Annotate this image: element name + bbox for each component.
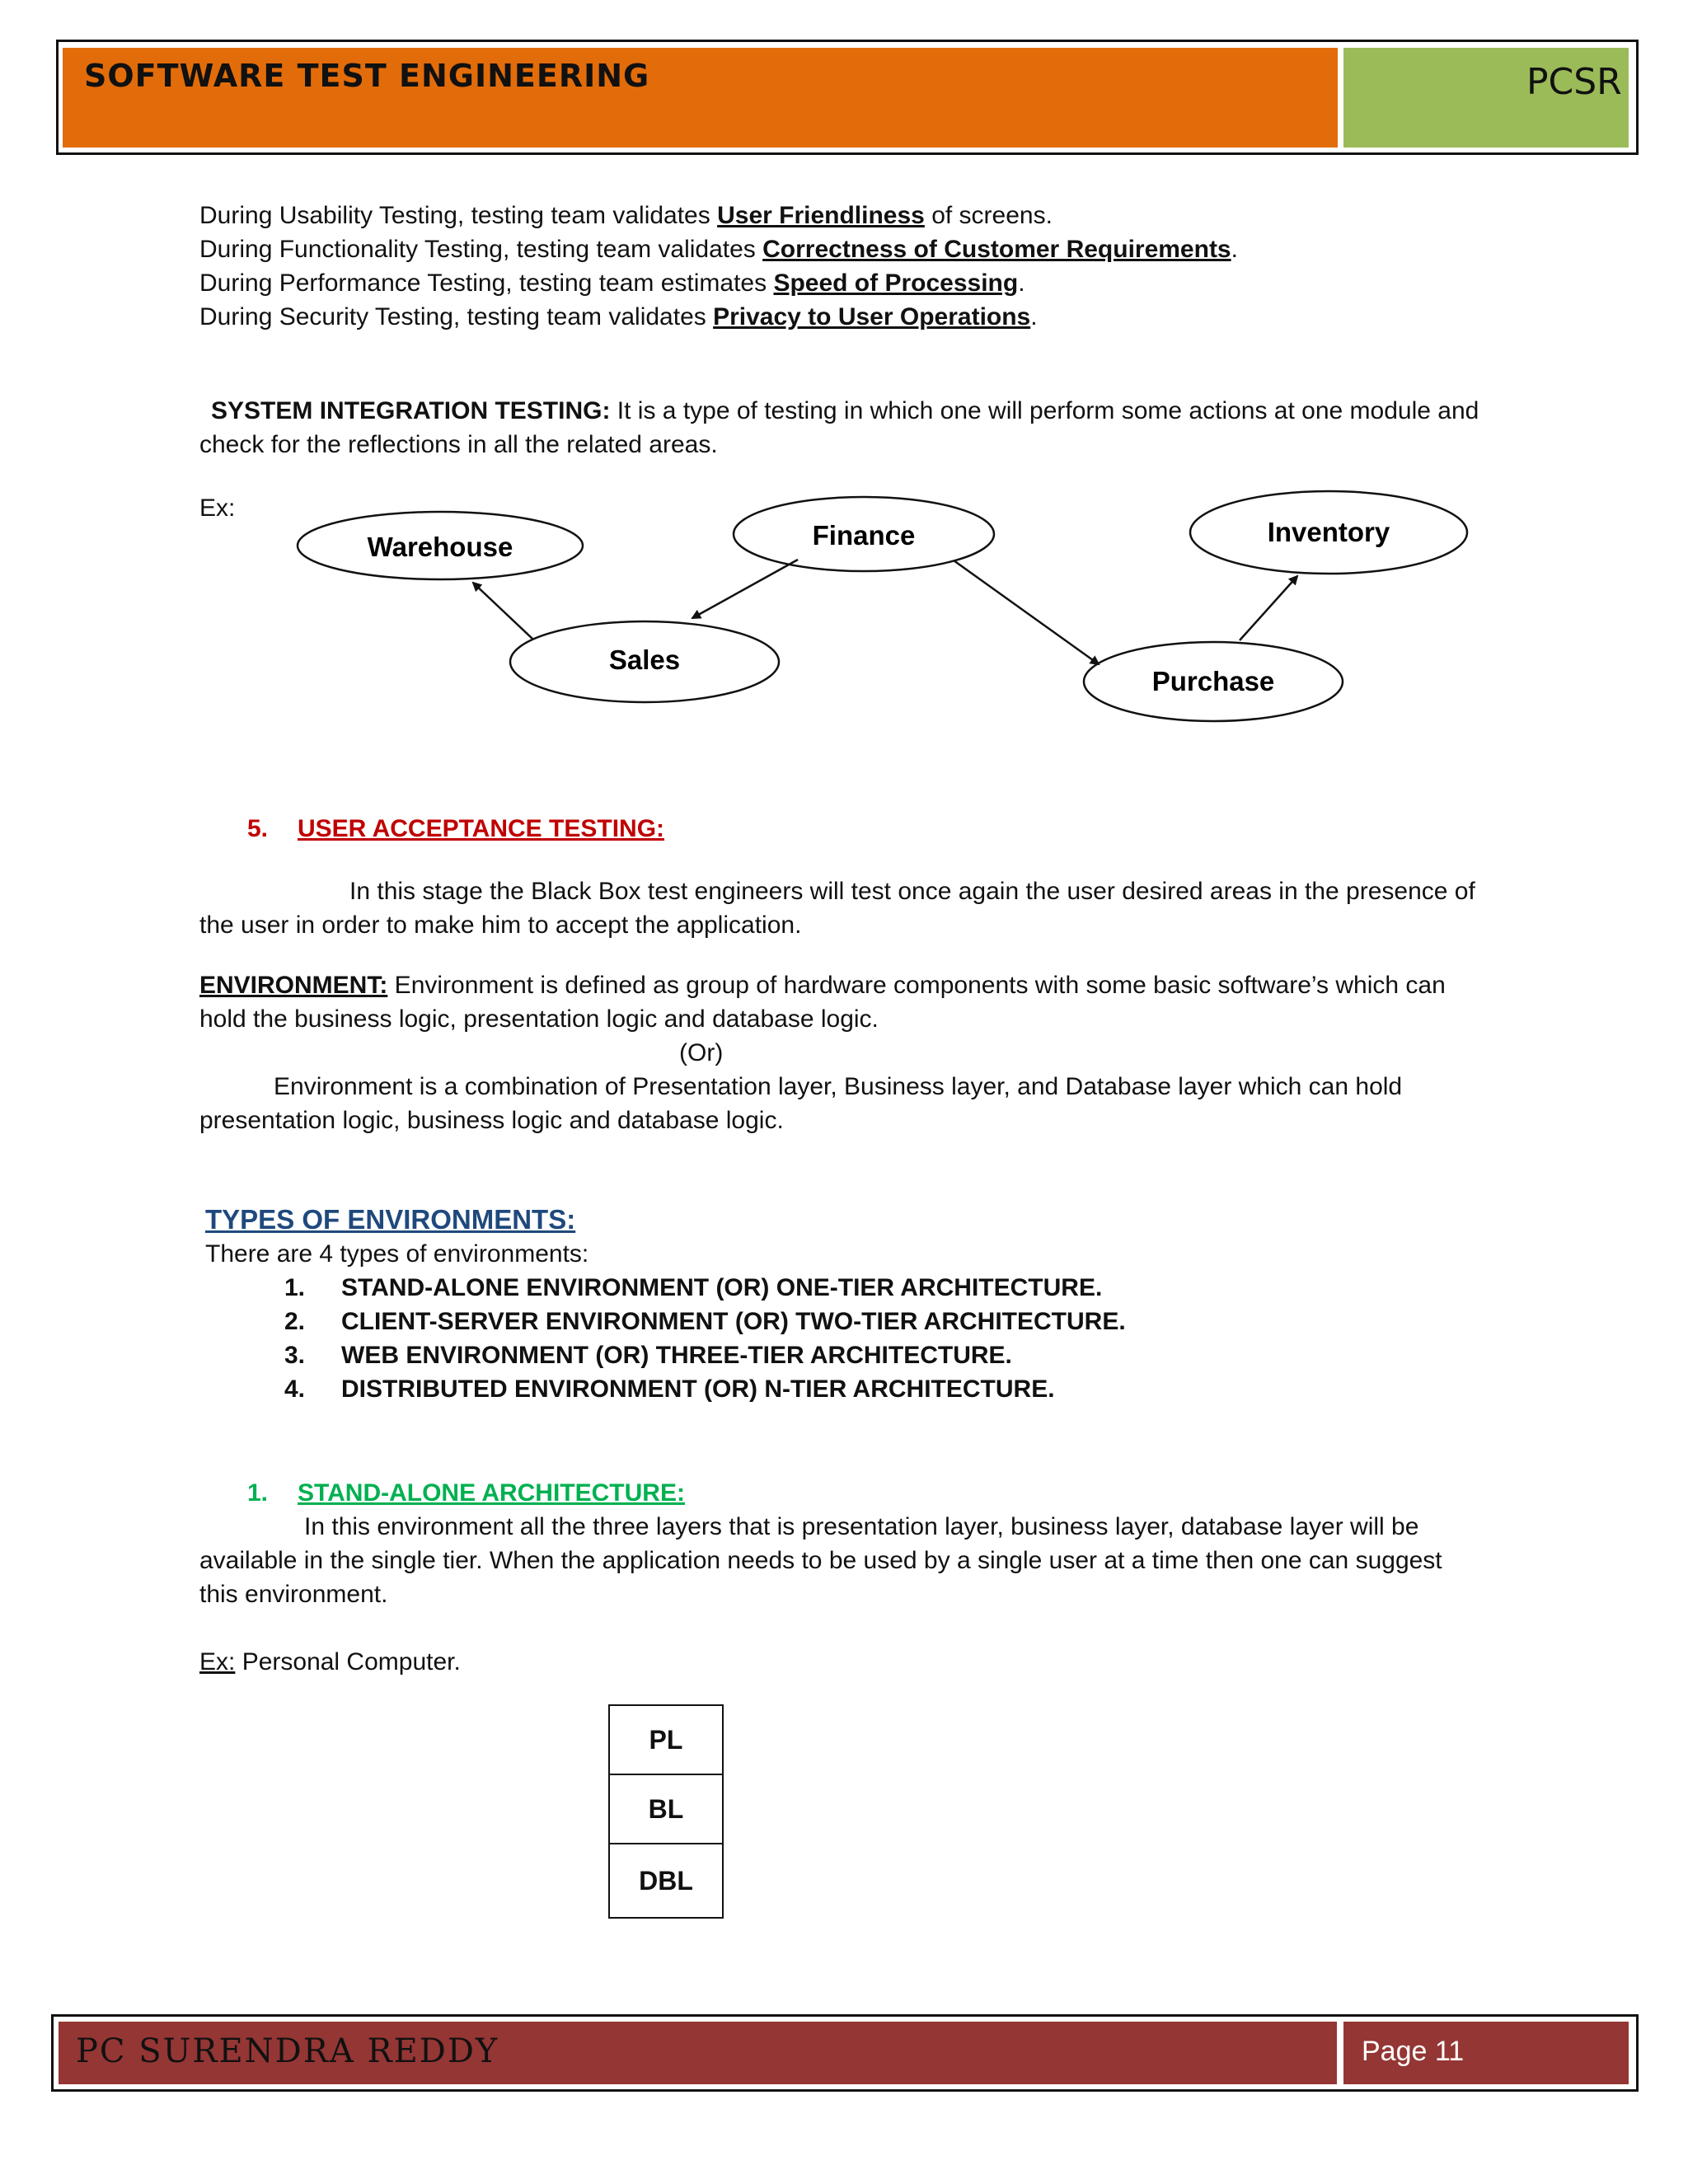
example-label: Ex: (199, 1648, 236, 1675)
standalone-heading: STAND-ALONE ARCHITECTURE: (298, 1479, 685, 1507)
purchase-label: Purchase (1151, 666, 1275, 696)
environment-or: (Or) (679, 1039, 724, 1066)
list-item: STAND-ALONE ENVIRONMENT (OR) ONE-TIER ARCHITECTURE. (341, 1274, 1103, 1301)
warehouse-label: Warehouse (367, 532, 513, 562)
standalone-number: 1. (247, 1479, 269, 1507)
testing-line: During Usability Testing, testing team validates User Friendliness of screens. (199, 202, 1053, 229)
inventory-node (1190, 491, 1467, 574)
list-item: DISTRIBUTED ENVIRONMENT (OR) N-TIER ARCHITECTURE. (341, 1376, 1055, 1403)
testing-line: During Functionality Testing, testing team validates Correctness of Customer Requirements. (199, 236, 1238, 263)
sales-node (510, 621, 779, 702)
list-item-number: 4. (284, 1376, 306, 1403)
sales-label: Sales (608, 644, 681, 675)
layer-bl: BL (610, 1775, 722, 1844)
testing-line: During Performance Testing, testing team estimates Speed of Processing. (199, 269, 1025, 297)
finance-label: Finance (812, 520, 916, 551)
layer-stack (608, 1704, 724, 1919)
list-item: WEB ENVIRONMENT (OR) THREE-TIER ARCHITECTURE. (341, 1342, 1012, 1369)
inventory-label: Inventory (1267, 517, 1390, 547)
footer-author: PC SURENDRA REDDY (76, 2032, 499, 2070)
finance-node (734, 497, 994, 571)
layer-dbl: DBL (639, 1865, 693, 1896)
header-title: SOFTWARE TEST ENGINEERING (84, 58, 650, 94)
environment-line4: presentation logic, business logic and database logic. (199, 1107, 784, 1134)
layer-pl: PL (610, 1706, 722, 1775)
purchase-node (1084, 642, 1343, 721)
finance-to-purchase-arrow (954, 560, 1099, 664)
uat-heading: USER ACCEPTANCE TESTING: (298, 815, 665, 842)
types-intro: There are 4 types of environments: (205, 1240, 589, 1268)
purchase-to-inventory-arrow (1240, 576, 1297, 640)
header-code: PCSR (1526, 61, 1622, 103)
uat-line1: In this stage the Black Box test engineers will test once again the user desired areas in the presence of (349, 878, 1475, 905)
finance-to-sales-arrow (692, 560, 798, 618)
environment-line1: ENVIRONMENT: Environment is defined as group of hardware components with some basic software’s which can (199, 972, 1446, 999)
list-item-number: 2. (284, 1308, 306, 1335)
uat-line2: the user in order to make him to accept the application. (199, 912, 802, 939)
standalone-line2: available in the single tier. When the application needs to be used by a single user at a time then one can suggest (199, 1547, 1442, 1574)
page-number: Page 11 (1362, 2036, 1465, 2067)
standalone-example: Ex: Personal Computer. (199, 1648, 461, 1675)
environment-line3: Environment is a combination of Presentation layer, Business layer, and Database layer which can hold (274, 1073, 1403, 1100)
environment-label: ENVIRONMENT: (199, 972, 388, 999)
sit-example-label: Ex: (199, 494, 236, 522)
sit-heading: SYSTEM INTEGRATION TESTING: (211, 397, 611, 424)
list-item-number: 3. (284, 1342, 306, 1369)
list-item: CLIENT-SERVER ENVIRONMENT (OR) TWO-TIER ARCHITECTURE. (341, 1308, 1126, 1335)
warehouse-node (298, 512, 583, 579)
testing-line: During Security Testing, testing team validates Privacy to User Operations. (199, 303, 1038, 330)
sales-to-warehouse-arrow (473, 583, 532, 639)
standalone-line3: this environment. (199, 1581, 388, 1608)
types-heading: TYPES OF ENVIRONMENTS: (205, 1204, 576, 1235)
sit-paragraph-line2: check for the reflections in all the related areas. (199, 431, 718, 458)
standalone-line1: In this environment all the three layers that is presentation layer, business layer, database layer will be (304, 1513, 1419, 1540)
uat-number: 5. (247, 815, 269, 842)
list-item-number: 1. (284, 1274, 306, 1301)
sit-paragraph-line1: SYSTEM INTEGRATION TESTING: It is a type of testing in which one will perform some actions at one module and (211, 397, 1479, 424)
environment-line2: hold the business logic, presentation logic and database logic. (199, 1005, 879, 1033)
